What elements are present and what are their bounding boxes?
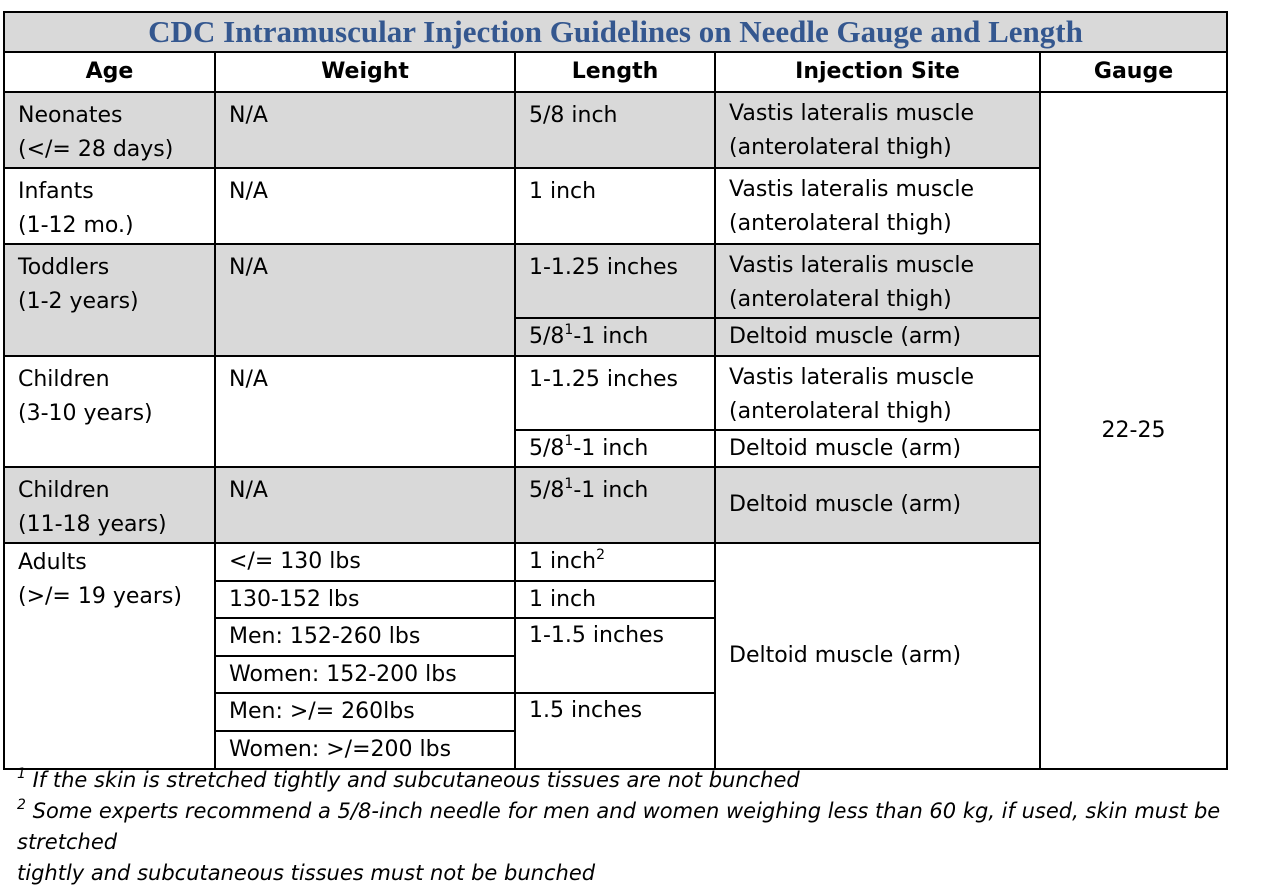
weight-cell: Women: >/=200 lbs [215,731,515,769]
site-line: (anterolateral thigh) [729,399,952,424]
weight-cell: N/A [215,467,515,543]
site-line: (anterolateral thigh) [729,135,952,160]
site-cell: Deltoid muscle (arm) [715,318,1040,356]
weight-cell: Men: 152-260 lbs [215,618,515,656]
site-cell: Deltoid muscle (arm) [715,467,1040,543]
weight-cell: N/A [215,356,515,467]
site-line: Vastis lateralis muscle [729,177,975,202]
footnote-ref: 1 [564,321,574,338]
header-age: Age [4,52,215,92]
header-gauge: Gauge [1040,52,1227,92]
weight-cell: Women: 152-200 lbs [215,656,515,693]
age-cell [4,543,215,769]
footnote-ref: 1 [564,475,574,492]
site-line: (anterolateral thigh) [729,211,952,236]
length-value: -1 inch [573,435,649,461]
header-row [4,52,1227,92]
age-range: (11-18 years) [18,512,167,537]
length-cell: 1.5 inches [515,693,715,769]
footnote-ref: 1 [564,433,574,450]
footnote-marker: 2 [17,797,26,813]
age-label: Infants [18,179,94,204]
length-value: 1 inch [529,549,597,574]
age-label: Neonates [18,103,123,128]
footnotes [17,765,1267,889]
footnote-2 [17,796,1267,889]
length-cell [515,430,715,467]
length-cell: 5/8 inch [515,92,715,168]
age-cell [4,467,215,543]
site-line: Vastis lateralis muscle [729,365,975,390]
site-cell [715,168,1040,244]
age-cell [4,356,215,467]
gauge-cell: 22-25 [1040,92,1227,769]
age-label: Adults [18,550,87,575]
length-value: 5/8 [529,324,565,349]
age-label: Toddlers [18,255,110,280]
header-injection-site: Injection Site [715,52,1040,92]
site-cell: Deltoid muscle (arm) [715,430,1040,467]
length-value: -1 inch [573,478,649,503]
header-length: Length [515,52,715,92]
footnote-text: tightly and subcutaneous tissues must not be bunched [17,861,596,885]
length-cell: 1-1.25 inches [515,356,715,430]
guidelines-document [3,11,1226,770]
footnote-text: Some experts recommend a 5/8-inch needle for men and women weighing less than 60 kg, if used, skin must be stretched [17,799,1221,854]
age-range: (</= 28 days) [18,137,174,162]
length-cell: 1-1.5 inches [515,618,715,693]
footnote-marker: 1 [17,766,26,782]
footnote-1 [17,765,1267,796]
header-weight: Weight [215,52,515,92]
age-label: Children [18,367,110,392]
site-cell [715,244,1040,318]
site-line: Vastis lateralis muscle [729,101,975,126]
length-value: 5/8 [529,435,565,461]
site-cell [715,356,1040,430]
length-cell: 1 inch [515,581,715,618]
length-cell: 1 inch [515,168,715,244]
site-line: Vastis lateralis muscle [729,253,975,278]
age-label: Children [18,478,110,503]
weight-cell: N/A [215,168,515,244]
site-cell [715,92,1040,168]
injection-guidelines-table [3,11,1228,770]
length-value: 5/8 [529,478,565,503]
weight-cell: 130-152 lbs [215,581,515,618]
age-range: (1-12 mo.) [18,213,134,238]
age-cell [4,244,215,356]
weight-cell: N/A [215,244,515,356]
table-title: CDC Intramuscular Injection Guidelines on Needle Gauge and Length [4,12,1227,52]
age-range: (>/= 19 years) [18,584,182,609]
length-cell: 1-1.25 inches [515,244,715,318]
footnote-text: If the skin is stretched tightly and subcutaneous tissues are not bunched [32,768,800,792]
age-cell [4,92,215,168]
site-cell: Deltoid muscle (arm) [715,543,1040,769]
footnote-ref: 2 [596,546,606,563]
row-neonates [4,92,1227,168]
length-cell [515,318,715,356]
site-line: (anterolateral thigh) [729,287,952,312]
weight-cell: </= 130 lbs [215,543,515,581]
length-value: -1 inch [573,324,649,349]
age-range: (1-2 years) [18,289,139,314]
length-cell [515,467,715,543]
age-cell [4,168,215,244]
weight-cell: N/A [215,92,515,168]
length-cell [515,543,715,581]
weight-cell: Men: >/= 260lbs [215,693,515,731]
age-range: (3-10 years) [18,401,153,426]
